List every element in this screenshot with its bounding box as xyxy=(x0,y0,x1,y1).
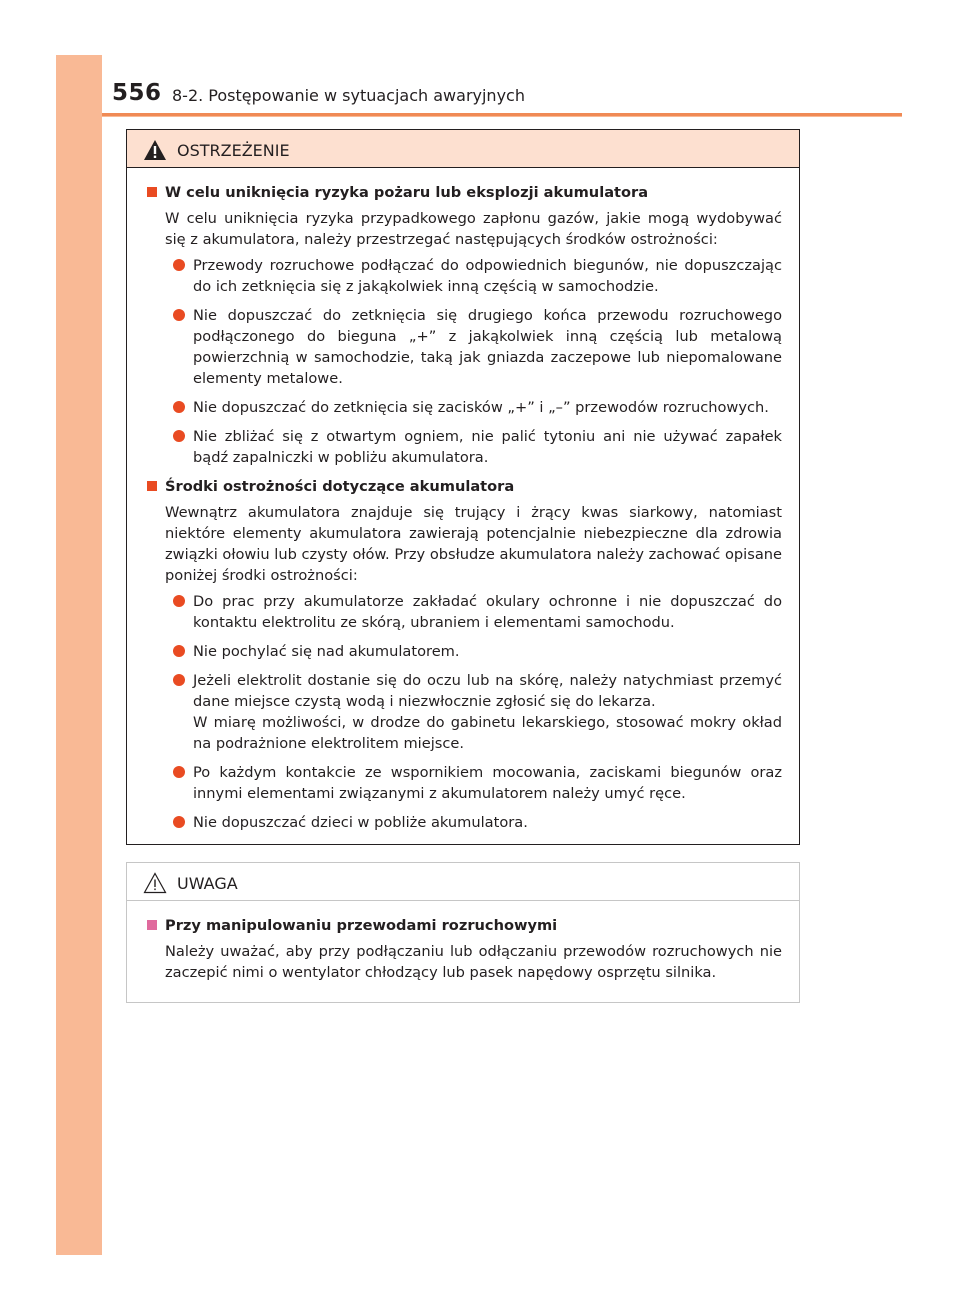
warning-body xyxy=(127,168,799,833)
section-square-icon xyxy=(147,481,157,491)
bullet-text: Nie pochylać się nad akumulatorem. xyxy=(193,643,460,660)
bullet-dot-icon xyxy=(173,816,185,828)
caution-triangle-icon xyxy=(143,872,167,894)
bullet-dot-icon xyxy=(173,595,185,607)
bullet-item xyxy=(169,255,782,297)
section-paragraph: Należy uważać, aby przy podłączaniu lub odłączaniu przewodów rozruchowych nie zaczepić nimi o wentylator chłodzący lub pasek napędowy osprzętu silnika. xyxy=(165,943,782,981)
bullet-item xyxy=(169,426,782,468)
bullet-item xyxy=(169,305,782,389)
section-heading: Środki ostrożności dotyczące akumulatora xyxy=(165,478,515,495)
warning-title: OSTRZEŻENIE xyxy=(177,141,290,160)
bullet-item xyxy=(169,591,782,633)
bullet-list xyxy=(165,255,782,468)
bullet-dot-icon xyxy=(173,430,185,442)
warning-triangle-icon xyxy=(143,139,167,161)
section-heading: W celu uniknięcia ryzyka pożaru lub eksplozji akumulatora xyxy=(165,184,649,201)
warning-section-fire xyxy=(147,182,782,468)
section-paragraph: W celu uniknięcia ryzyka przypadkowego zapłonu gazów, jakie mogą wydobywać się z akumulatora, należy przestrzegać następujących środków ostrożności: xyxy=(165,210,782,248)
bullet-dot-icon xyxy=(173,766,185,778)
caution-title: UWAGA xyxy=(177,874,238,893)
caution-body xyxy=(127,901,799,983)
bullet-dot-icon xyxy=(173,674,185,686)
header-rule xyxy=(102,113,902,116)
bullet-dot-icon xyxy=(173,309,185,321)
bullet-text: Po każdym kontakcie ze wspornikiem mocowania, zaciskami biegunów oraz innymi elementami związanymi z akumulatorem należy umyć ręce. xyxy=(193,764,782,802)
bullet-item xyxy=(169,812,782,833)
bullet-text: Do prac przy akumulatorze zakładać okulary ochronne i nie dopuszczać do kontaktu elektrolitu ze skórą, ubraniem i elementami samochodu. xyxy=(193,593,782,631)
section-paragraph: Wewnątrz akumulatora znajduje się trujący i żrący kwas siarkowy, natomiast niektóre elementy akumulatora zawierają potencjalnie niebezpieczne dla zdrowia związki ołowiu lub czysty ołów. Przy obsłudze akumulatora należy zachować opisane poniżej środki ostrożności: xyxy=(165,504,782,584)
section-heading: Przy manipulowaniu przewodami rozruchowymi xyxy=(165,917,558,934)
bullet-text: Przewody rozruchowe podłączać do odpowiednich biegunów, nie dopuszczając do ich zetknięcia się z jakąkolwiek inną częścią w samochodzie. xyxy=(193,257,782,295)
section-square-icon xyxy=(147,920,157,930)
warning-box xyxy=(126,129,800,845)
section-square-icon xyxy=(147,187,157,197)
bullet-item xyxy=(169,762,782,804)
warning-header xyxy=(127,130,799,168)
page-number: 556 xyxy=(112,80,162,106)
bullet-text: Nie zbliżać się z otwartym ogniem, nie palić tytoniu ani nie używać zapałek bądź zapalniczki w pobliżu akumulatora. xyxy=(193,428,782,466)
bullet-item xyxy=(169,641,782,662)
bullet-item xyxy=(169,670,782,754)
bullet-list xyxy=(165,591,782,833)
bullet-extra-text: W miarę możliwości, w drodze do gabinetu lekarskiego, stosować mokry okład na podrażnione elektrolitem miejsce. xyxy=(193,714,782,752)
warning-section-battery xyxy=(147,476,782,833)
section-title: 8-2. Postępowanie w sytuacjach awaryjnych xyxy=(172,86,525,105)
bullet-text: Nie dopuszczać dzieci w pobliże akumulatora. xyxy=(193,814,528,831)
bullet-item xyxy=(169,397,782,418)
bullet-text: Jeżeli elektrolit dostanie się do oczu lub na skórę, należy natychmiast przemyć dane miejsce czystą wodą i niezwłocznie zgłosić się do lekarza. xyxy=(193,672,782,710)
bullet-dot-icon xyxy=(173,401,185,413)
side-tab-bar xyxy=(56,55,102,1255)
caution-box xyxy=(126,862,800,1003)
bullet-dot-icon xyxy=(173,645,185,657)
caution-section xyxy=(147,915,782,983)
bullet-text: Nie dopuszczać do zetknięcia się drugiego końca przewodu rozruchowego podłączonego do bieguna „+” z jakąkolwiek inną częścią lub metalową powierzchnią w samochodzie, taką jak gniazda zaczepowe lub niepomalowane elementy metalowe. xyxy=(193,307,782,387)
bullet-text: Nie dopuszczać do zetknięcia się zacisków „+” i „–” przewodów rozruchowych. xyxy=(193,399,769,416)
caution-header xyxy=(127,863,799,901)
bullet-dot-icon xyxy=(173,259,185,271)
